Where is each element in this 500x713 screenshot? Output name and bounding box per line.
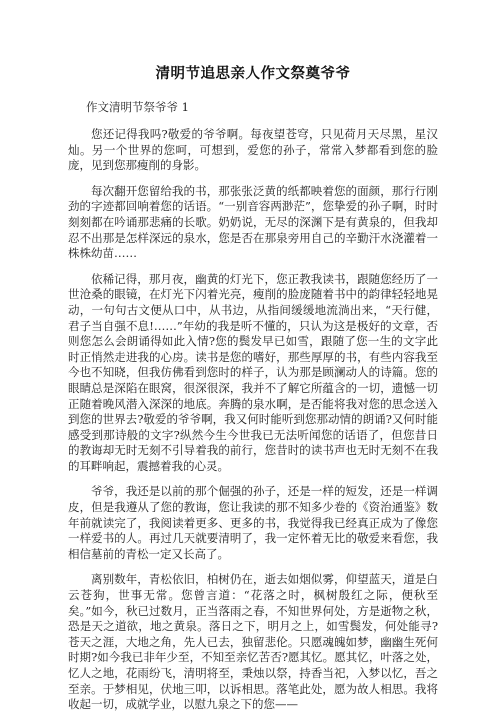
article-subtitle: 作文清明节祭爷爷 1 bbox=[86, 100, 189, 114]
paragraph: 您还记得我吗?敬爱的爷爷啊。每夜望苍穹，只见荷月天尽黑，星汉灿。另一个世界的您呵，可想到，爱您的孙子，常常入梦都看到您的脸庞，见到您那瘦削的身影。 bbox=[68, 127, 438, 173]
paragraph: 离别数年，青松依旧，柏树仍在，逝去如烟似雾，仰望蓝天，道是白云苍狗，世事无常。您曾言道：“花落之时，枫树殷红之际，便秋至矣。”如今，秋已过数月，正当落雨之春，不知世界何处，方是逝物之秋，恐是天之道欲，地之黄泉。落日之下，明月之上，如雪鬓发，何处能寻?苍天之涯，大地之角，先人已去，独留悲伦。只愿魂魄如梦，幽幽生死何时期?如今我已非年少至，不知至亲忆苦否?愿其忆。愿其忆，叶落之处，忆人之地，花雨纷飞，清明将至，秉烛以祭，持香当祀，入梦以忆，吾之至亲。于梦相见，伏地三叩，以诉相思。落笔此处，愿为故人相思。我将收起一切，成就学业，以慰九泉之下的您—— bbox=[68, 572, 438, 712]
document-page bbox=[0, 62, 500, 712]
paragraph: 爷爷，我还是以前的那个倔强的孙子，还是一样的短发，还是一样调皮，但是我遵从了您的教诲，您让我读的那不知多少卷的《资治通鉴》数年前就读完了，我阅读着更多、更多的书，我觉得我已经真正成为了像您一样爱书的人。再过几天就要清明了，我一定怀着无比的敬爱来看您，我相信墓前的青松一定又长高了。 bbox=[68, 484, 438, 561]
paragraph: 依稀记得，那月夜，幽黄的灯光下，您正教我读书，跟随您经历了一世沧桑的眼镜，在灯光下闪着光亮，瘦削的脸庞随着书中的韵律轻轻地晃动，一句句古文便从口中，从书边，从指间缓缓地流淌出来，“天行健，君子当自强不息!……”年幼的我是听不懂的，只认为这是极好的文章，否则您怎么会朗诵得如此入情?您的鬓发早已如雪，跟随了您一生的文字此时正悄然走进我的心房。读书是您的嗜好，那些厚厚的书，有些内容我至今也不知晓，但我仿佛看到您时的样子，认为那是顾澜动人的诗篇。您的眼睛总是深陷在眼窝，很深很深，我并不了解它所蕴含的一切，遗憾一切正随着晚风潜入深深的地底。奔腾的泉水啊，是否能将我对您的思念送入到您的世界去?敬爱的爷爷啊，我又何时能听到您那动情的朗诵?又何时能感受到那诗般的文字?纵然今生今世我已无法听闻您的话语了，但您昔日的教诲却无时无刻不引导着我的前行，您昔时的读书声也无时无刻不在我的耳畔响起，震撼着我的心灵。 bbox=[68, 271, 438, 473]
article-title: 清明节追思亲人作文祭奠爷爷 bbox=[155, 66, 351, 82]
paragraph: 每次翻开您留给我的书，那张张泛黄的纸都映着您的面颜，那行行刚劲的字迹都回响着您的话语。“一别音容两渺茫”，您挚爱的孙子啊，时时刻刻都在吟诵那悲痛的长歌。奶奶说，无尽的深渊下是有黄泉的，但我却忍不出那是怎样深远的泉水，您是否在那泉旁用自己的辛勤汗水浇灌着一株株幼苗…… bbox=[68, 183, 438, 261]
